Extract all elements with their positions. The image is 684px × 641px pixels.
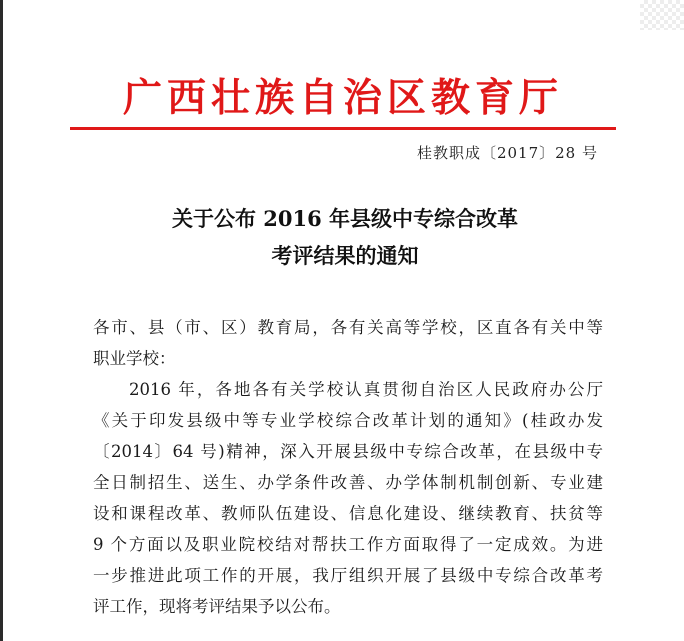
addressee-line-2: 职业学校： — [93, 349, 176, 368]
body-paragraph-line-1: 2016 年，各地各有关学校认真贯彻自治区人民政府办公厅 — [129, 380, 603, 399]
page-left-border — [0, 0, 3, 641]
red-header-rule — [70, 127, 616, 130]
body-paragraph-line-6: 9 个方面以及职业院校结对帮扶工作方面取得了一定成效。为进 — [93, 535, 603, 554]
notice-title-line-1: 关于公布 2016 年县级中专综合改革 — [171, 206, 519, 231]
notice-title — [80, 200, 610, 274]
body-paragraph-line-4: 全日制招生、送生、办学条件改善、办学体制机制创新、专业建 — [93, 473, 603, 492]
body-paragraph-line-7: 一步推进此项工作的开展，我厅组织开展了县级中专综合改革考 — [93, 566, 603, 585]
addressee-line-1: 各市、县（市、区）教育局，各有关高等学校，区直各有关中等 — [93, 318, 603, 337]
body-paragraph-line-3: 〔2014〕64 号)精神，深入开展县级中专综合改革，在县级中专 — [93, 442, 603, 461]
body-paragraph-line-2: 《关于印发县级中等专业学校综合改革计划的通知》(桂政办发 — [93, 411, 603, 430]
transparency-corner-pattern — [640, 0, 684, 30]
notice-body — [93, 312, 603, 622]
notice-title-line-2: 考评结果的通知 — [271, 243, 419, 268]
body-paragraph-line-5: 设和课程改革、教师队伍建设、信息化建设、继续教育、扶贫等 — [93, 504, 603, 523]
body-paragraph-line-8: 评工作，现将考评结果予以公布。 — [93, 597, 341, 616]
document-number: 桂教职成〔2017〕28 号 — [416, 144, 598, 162]
issuing-organization-title: 广西壮族自治区教育厅 — [122, 75, 563, 121]
